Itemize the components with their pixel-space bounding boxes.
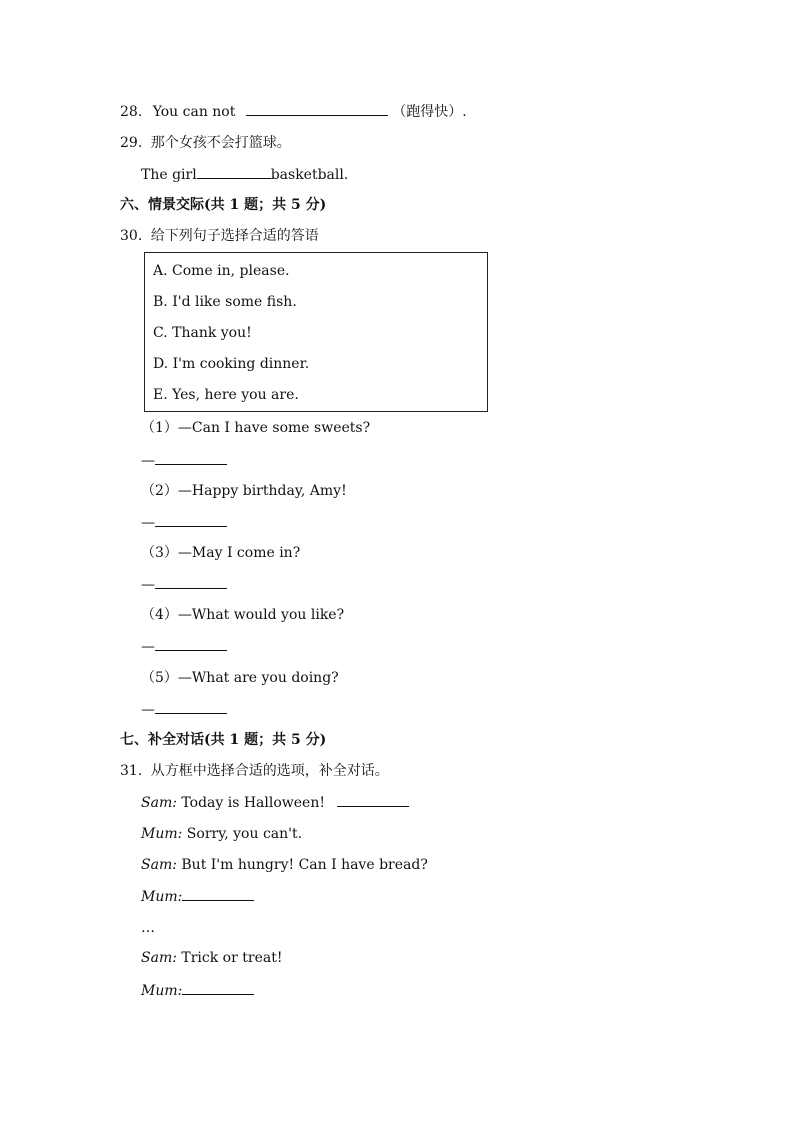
answer-blank[interactable]	[337, 792, 409, 807]
question-prompt: 那个女孩不会打篮球。	[150, 135, 291, 151]
answer-line	[141, 450, 227, 471]
dialogue-line	[141, 980, 254, 1001]
answer-dash: —	[141, 577, 155, 593]
answer-dash: —	[141, 515, 155, 531]
dialogue-item: （1）—Can I have some sweets?	[141, 420, 371, 436]
answer-dash: —	[141, 639, 155, 655]
option-e: E. Yes, here you are.	[153, 387, 299, 403]
question-text: You can not	[152, 104, 236, 120]
question-prompt: 给下列句子选择合适的答语	[150, 228, 319, 244]
dialogue-item: （5）—What are you doing?	[141, 670, 339, 686]
question-29-sentence	[141, 164, 348, 185]
speaker-label: Sam:	[141, 857, 177, 873]
answer-blank[interactable]	[155, 574, 227, 589]
speaker-label: Mum:	[141, 889, 183, 905]
option-b: B. I'd like some fish.	[153, 294, 297, 310]
question-31	[120, 761, 389, 781]
question-28	[120, 101, 467, 122]
section-title: 六、情景交际(共 1 题；共 5 分)	[120, 197, 327, 213]
dialogue-text: But I'm hungry! Can I have bread?	[181, 857, 428, 873]
answer-blank[interactable]	[246, 101, 388, 116]
answer-line	[141, 574, 227, 595]
dialogue-line	[141, 792, 409, 813]
dialogue-line	[141, 948, 282, 968]
dialogue-text: Today is Halloween!	[181, 795, 325, 811]
answer-blank[interactable]	[182, 886, 254, 901]
answer-dash: —	[141, 702, 155, 718]
speaker-label: Mum:	[141, 983, 183, 999]
answer-blank[interactable]	[155, 636, 227, 651]
answer-blank[interactable]	[155, 450, 227, 465]
dialogue-text: Trick or treat!	[181, 950, 283, 966]
answer-blank[interactable]	[155, 699, 227, 714]
question-number: 31.	[120, 763, 143, 779]
question-hint: （跑得快）.	[392, 104, 467, 120]
sentence-start: The girl	[141, 167, 197, 183]
section-title: 七、补全对话(共 1 题；共 5 分)	[120, 732, 327, 748]
question-number: 30.	[120, 228, 143, 244]
option-d: D. I'm cooking dinner.	[153, 356, 310, 372]
answer-blank[interactable]	[155, 512, 227, 527]
option-a: A. Come in, please.	[153, 263, 290, 279]
speaker-label: Sam:	[141, 795, 177, 811]
answer-line	[141, 636, 227, 657]
dialogue-line	[141, 855, 428, 875]
answer-blank[interactable]	[182, 980, 254, 995]
dialogue-text: Sorry, you can't.	[186, 826, 303, 842]
dialogue-item: （4）—What would you like?	[141, 607, 345, 623]
question-prompt: 从方框中选择合适的选项，补全对话。	[150, 763, 389, 779]
question-number: 28.	[120, 104, 143, 120]
dialogue-item: （3）—May I come in?	[141, 545, 301, 561]
speaker-label: Mum:	[141, 826, 183, 842]
dialogue-item: （2）—Happy birthday, Amy!	[141, 483, 347, 499]
sentence-end: basketball.	[270, 167, 349, 183]
question-number: 29.	[120, 135, 143, 151]
question-29	[120, 133, 291, 153]
question-30	[120, 226, 319, 246]
ellipsis: …	[141, 920, 157, 936]
answer-line	[141, 699, 227, 720]
answer-blank[interactable]	[197, 164, 271, 179]
speaker-label: Sam:	[141, 950, 177, 966]
dialogue-line	[141, 824, 302, 844]
answer-line	[141, 512, 227, 533]
options-box	[144, 252, 488, 412]
dialogue-line	[141, 886, 254, 907]
answer-dash: —	[141, 453, 155, 469]
option-c: C. Thank you!	[153, 325, 252, 341]
